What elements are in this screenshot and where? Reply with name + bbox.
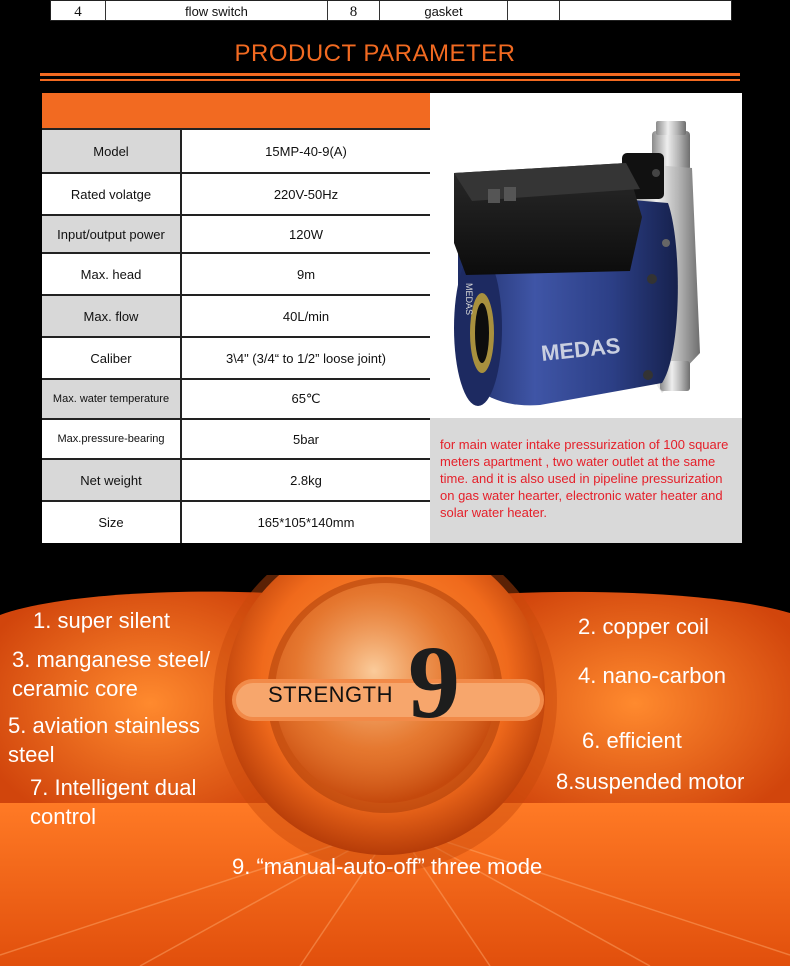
spec-table-header <box>42 93 430 130</box>
spec-label: Max. head <box>42 254 182 294</box>
pump-illustration <box>430 93 742 418</box>
empty-cell <box>560 1 731 20</box>
spec-row <box>42 380 430 420</box>
spec-value: 220V-50Hz <box>273 186 339 202</box>
spec-label: Input/output power <box>42 216 182 252</box>
product-description: for main water intake pressurization of 100 square meters apartment , two water outlet at the same time. and it is also used in pipeline pressurization on gas water hearter, electronic water heater and solar water heater. <box>430 418 742 543</box>
spec-row <box>42 174 430 216</box>
spec-label: Max. water temperature <box>42 380 182 418</box>
spec-label: Max.pressure-bearing <box>42 420 182 458</box>
strength-label: STRENGTH <box>268 682 393 707</box>
spec-row <box>42 254 430 296</box>
part-number: 4 <box>51 1 106 20</box>
spec-value: 120W <box>289 226 323 242</box>
spec-row <box>42 502 430 543</box>
spec-row <box>42 216 430 254</box>
spec-value: 3\4" (3/4“ to 1/2” loose joint) <box>226 350 386 366</box>
spec-label: Size <box>42 502 182 543</box>
strength-banner <box>0 575 790 966</box>
spec-value: 15MP-40-9(A) <box>265 143 347 159</box>
feature-5: 5. aviation stainless steel <box>8 713 200 767</box>
spec-row <box>42 338 430 380</box>
feature-4: 4. nano-carbon <box>578 663 726 688</box>
spec-row <box>42 420 430 460</box>
feature-1: 1. super silent <box>33 608 170 633</box>
spec-value: 40L/min <box>282 308 330 324</box>
brand-mark: MEDAS <box>539 332 622 366</box>
divider <box>40 73 740 76</box>
spec-value: 5bar <box>292 431 320 447</box>
spec-label: Model <box>42 130 182 172</box>
spec-row <box>42 296 430 338</box>
spec-row <box>42 460 430 502</box>
divider <box>40 79 740 81</box>
spec-label: Rated volatge <box>42 174 182 214</box>
feature-8: 8.suspended motor <box>556 769 745 794</box>
feature-7: 7. Intelligent dual control <box>30 775 197 829</box>
feature-2: 2. copper coil <box>578 614 709 639</box>
part-name: gasket <box>380 1 508 20</box>
spec-value: 9m <box>296 266 316 282</box>
feature-3: 3. manganese steel/ ceramic core <box>12 647 211 701</box>
spec-value: 65℃ <box>291 391 321 406</box>
parts-list-row <box>50 0 732 21</box>
feature-6: 6. efficient <box>582 728 682 753</box>
spec-label: Net weight <box>42 460 182 500</box>
brand-mark: MEDAS <box>464 283 474 316</box>
strength-number: 9 <box>408 625 460 740</box>
spec-row <box>42 130 430 174</box>
empty-cell <box>508 1 560 20</box>
product-photo <box>430 93 742 418</box>
part-number: 8 <box>328 1 380 20</box>
part-name: flow switch <box>106 1 328 20</box>
spec-value: 2.8kg <box>290 472 322 488</box>
spec-label: Max. flow <box>42 296 182 336</box>
feature-9: 9. “manual-auto-off” three mode <box>232 854 543 879</box>
spec-label: Caliber <box>42 338 182 378</box>
spec-value: 165*105*140mm <box>257 515 355 530</box>
spec-table <box>42 93 430 543</box>
section-title: PRODUCT PARAMETER <box>234 40 516 67</box>
